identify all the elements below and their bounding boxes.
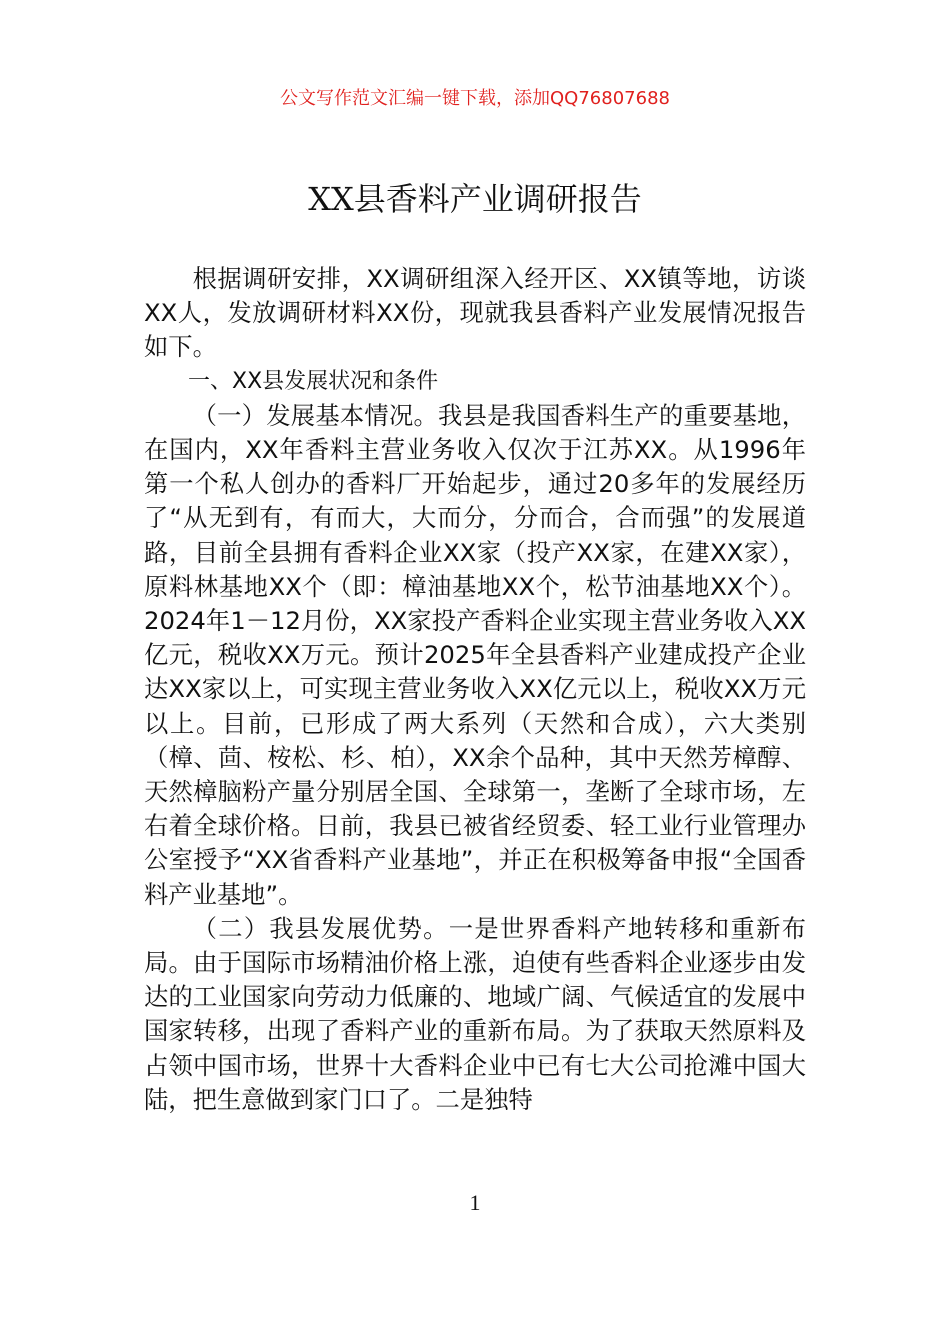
document-body: [144, 262, 806, 1117]
document-title: XX县香料产业调研报告: [308, 180, 642, 218]
section-heading: 一、XX县发展状况和条件: [188, 368, 439, 394]
body-paragraph: （二）我县发展优势。一是世界香料产地转移和重新布局。由于国际市场精油价格上涨，迫使有些香料企业逐步由发达的工业国家向劳动力低廉的、地域广阔、气候适宜的发展中国家转移，出现了香料产业的重新布局。为了获取天然原料及占领中国市场，世界十大香料企业中已有七大公司抢滩中国大陆，把生意做到家门口了。二是独特: [144, 913, 806, 1114]
download-promo-note: 公文写作范文汇编一键下载，添加QQ76807688: [280, 88, 670, 109]
body-paragraph: （一）发展基本情况。我县是我国香料生产的重要基地，在国内，XX年香料主营业务收入仅次于江苏XX。从1996年第一个私人创办的香料厂开始起步，通过20多年的发展经历了“从无到有，有而大，大而分，分而合，合而强”的发展道路，目前全县拥有香料企业XX家（投产XX家，在建XX家），原料林基地XX个（即：樟油基地XX个，松节油基地XX个）。2024年1－12月份，XX家投产香料企业实现主营业务收入XX亿元，税收XX万元。预计2025年全县香料产业建成投产企业达XX家以上，可实现主营业务收入XX亿元以上，税收XX万元以上。目前，已形成了两大系列（天然和合成），六大类别（樟、茴、桉松、杉、柏），XX余个品种，其中天然芳樟醇、天然樟脑粉产量分别居全国、全球第一，垄断了全球市场，左右着全球价格。日前，我县已被省经贸委、轻工业行业管理办公室授予“XX省香料产业基地”，并正在积极筹备申报“全国香料产业基地”。: [144, 400, 806, 909]
intro-paragraph: 根据调研安排，XX调研组深入经开区、XX镇等地，访谈XX人，发放调研材料XX份，现就我县香料产业发展情况报告如下。: [144, 264, 806, 362]
page-number: 1: [469, 1190, 481, 1215]
